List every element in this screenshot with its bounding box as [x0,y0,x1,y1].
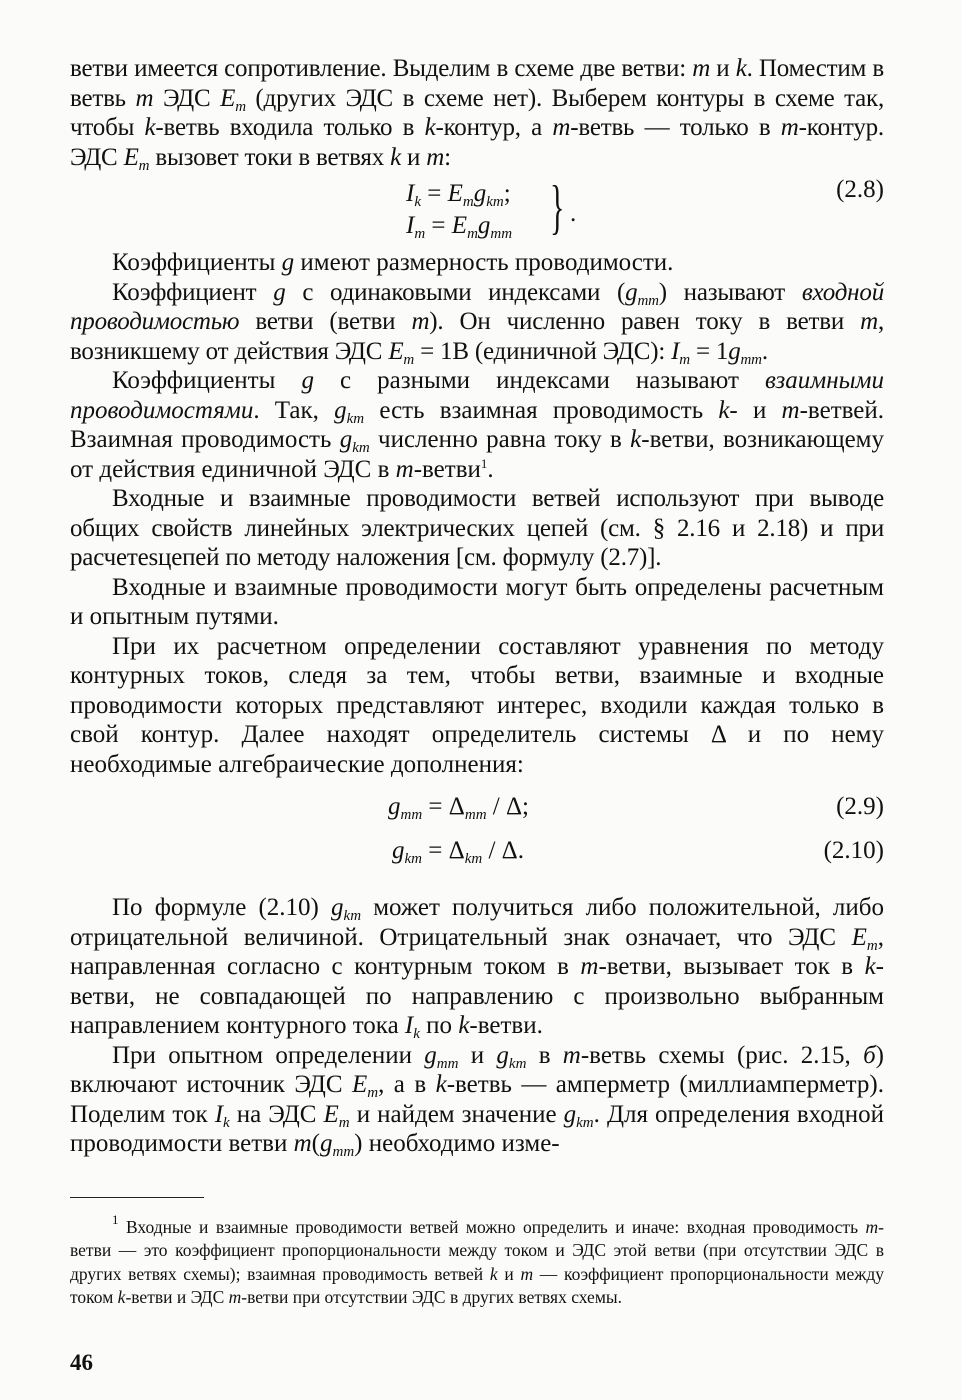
math-var: k [435,1071,447,1098]
equation-row-im [406,212,512,240]
text: При опытном определении [112,1041,425,1069]
math-subscript: m [235,98,246,115]
text: = 1В (единичной ЭДС): [414,337,672,365]
math-var: g [424,1041,437,1069]
equation-number: (2.8) [836,176,884,203]
math-subscript: km [576,1114,594,1131]
text: ветви (ветви [239,308,412,335]
text: ). Он численно равен току в ветви [429,308,861,335]
math-subscript: mm [740,351,762,368]
text: , возникшему от действия ЭДС [70,308,885,365]
math-var: m [562,1041,581,1069]
math-subscript: m [138,157,150,174]
text: ) включают источник ЭДС [70,1041,884,1098]
text: -ветвь — только в [570,114,781,141]
term-emphasis: взаимными проводимостями [70,367,885,424]
math-var: E [851,923,867,951]
math-var: m [860,308,878,335]
math-var: k [117,1287,126,1307]
math-subscript: m [338,1114,350,1131]
math-subscript: m [679,351,690,368]
text: -ветви [413,455,481,483]
text: . Для определения входной проводимости ветви [70,1100,884,1157]
text: имеют размерность проводимости. [294,249,674,276]
math-var: k [718,396,730,424]
text: с разными индексами называют [313,367,765,394]
math-var: k [630,426,642,453]
math-subscript: mm [332,1144,355,1160]
text: -ветвь схемы (рис. 2.15, [580,1041,864,1069]
math-var: m [692,55,711,82]
text: и найдем значение [349,1100,564,1128]
text: Входные и взаимные проводимости ветвей можно определить и иначе: входная проводимость [118,1216,866,1237]
math-operator: = [422,793,449,820]
math-var: k [390,143,401,171]
math-symbol: Δ [448,837,465,864]
math-subscript: km [486,194,504,210]
text: есть взаимная проводимость [364,396,719,424]
math-subscript: km [404,851,422,867]
math-var: g [301,367,314,394]
footnote-separator [70,1197,204,1198]
text: = 1 [689,337,729,365]
text: Коэффициент [112,278,274,306]
math-var: g [477,212,491,239]
text: . [487,455,494,483]
math-var: E [447,180,463,207]
math-var: m [781,396,800,424]
math-operator: = [421,180,448,207]
math-subscript: mm [490,226,513,242]
math-operator: / Δ. [482,837,524,864]
text: и [400,143,427,171]
math-subscript: km [508,1055,527,1072]
math-subscript: k [414,194,421,210]
math-var: g [339,426,353,453]
text: вызовет токи в ветвях [149,143,391,171]
math-subscript: k [223,1114,230,1131]
text: , направленная согласно с контурным током в [70,923,884,980]
paragraph-7: При их расчетном определении составляют уравнения по методу контурных токов, следя за тем, чтобы ветви, взаимные и входные проводимости которых представляют интерес, входили каждая только в свой контур. Далее находят определитель системы Δ и по нему необходимые алгебраические дополнения: [70,632,884,778]
math-var: g [563,1100,577,1128]
math-var: m [520,1263,534,1284]
math-var: I [214,1100,224,1128]
math-subscript: mm [637,292,659,309]
paragraph-3 [70,278,884,367]
text: По формуле (2.10) [112,894,332,921]
math-subscript: m [462,194,474,210]
text: с одинаковыми индексами ( [285,278,626,306]
math-subscript: m [467,226,478,242]
math-subscript: m [403,351,415,368]
figure-label: б [863,1041,876,1069]
text: ) необходимо изме- [354,1130,560,1157]
equation-row-ik [406,180,511,208]
text: , а в [378,1071,436,1098]
text: ) называют [658,278,802,306]
math-var: m [395,455,414,483]
math-var: E [351,1071,368,1098]
text: . [761,337,768,365]
paragraph-8 [70,893,884,1041]
math-var: E [388,337,404,365]
math-var: I [406,180,415,207]
equation-number: (2.9) [836,793,884,820]
math-var: m [293,1130,312,1157]
text: . Поместим в ветвь [70,55,885,112]
text: на ЭДС [229,1100,324,1128]
text: -контур, а [435,114,553,141]
math-var: m [411,308,430,335]
equation-2-9 [70,787,884,831]
equation-formula [388,793,529,821]
text: — коэффициент пропорциональности между током [70,1263,884,1307]
paragraph-4 [70,366,884,484]
text: -ветви, не совпадающей по направлению с произвольно выбранным направлением контурного тока [70,953,884,1039]
text: Коэффициенты [112,367,302,394]
text: Коэффициенты [112,249,282,276]
math-var: k [144,114,156,141]
footnote [70,1211,884,1310]
math-var: E [323,1100,339,1128]
text: ( [311,1130,320,1157]
text: -ветви при отсутствии ЭДС в других ветвях схемы. [241,1287,623,1307]
math-var: g [273,278,286,306]
math-var: g [392,837,405,864]
math-var: k [489,1263,498,1284]
math-symbol: Δ [448,793,465,820]
math-var: E [451,212,468,239]
math-punct: ; [503,180,511,207]
math-var: g [331,894,344,921]
text: . Так, [253,396,335,424]
text: -ветвь входила только в [155,114,425,141]
paragraph-2 [70,248,884,278]
equation-2-8 [70,176,884,242]
math-subscript: km [343,908,362,924]
text: -ветви. [469,1012,543,1039]
text: : [444,143,451,171]
equation-formula [392,837,524,865]
text: и [458,1041,497,1069]
math-var: E [123,143,139,171]
math-operator: / Δ; [486,793,529,820]
text: -ветвей. Взаимная проводимость [70,396,884,453]
text: -ветви и ЭДС [125,1287,229,1307]
math-var: m [780,114,799,141]
math-var: I [406,212,415,239]
text: и [497,1263,521,1284]
math-var: k [864,953,876,980]
math-subscript: mm [400,807,423,823]
right-brace: } [550,174,565,240]
text: -ветви, возникающему от действия единичной ЭДС в [70,426,884,483]
math-var: g [473,180,487,207]
page-number: 46 [70,1350,93,1375]
term-emphasis: входной проводимостью [70,278,884,335]
math-var: g [388,793,401,820]
math-var: k [424,114,436,141]
footnote-marker: 1 [112,1211,119,1227]
text: численно равна току в [369,426,631,453]
math-var: m [865,1216,879,1237]
math-subscript: m [367,1085,379,1101]
math-var: k [735,55,747,82]
math-var: k [458,1012,470,1039]
math-operator: = [425,212,452,239]
math-subscript: mm [464,807,487,823]
text: может получиться либо положительной, либо отрицательной величиной. Отрицательный знак означает, что ЭДС [70,894,884,951]
footnote-marker[interactable]: 1 [480,455,488,471]
math-var: m [135,84,154,112]
math-var: g [334,396,347,424]
math-subscript: m [414,226,426,242]
math-subscript: km [464,851,483,867]
math-punct: . [570,200,577,227]
math-operator: = [422,837,449,864]
math-subscript: m [866,937,878,954]
math-var: g [496,1041,509,1069]
text: -контур. ЭДС [70,114,884,171]
text: в [526,1041,563,1069]
paragraph-9 [70,1041,884,1159]
math-var: m [580,953,599,980]
text: ЭДС [153,84,221,112]
math-var: m [228,1287,242,1307]
paragraph-5: Входные и взаимные проводимости ветвей используют при выводе общих свойств линейных электрических цепей (см. § 2.16 и 2.18) и при расчетеѕцепей по методу наложения [см. формулу (2.7)]. [70,485,884,571]
paragraph-1 [70,54,884,172]
math-subscript: km [346,410,365,427]
text: -ветви, вызывает ток в [598,953,865,980]
math-var: I [671,337,680,365]
math-var: g [728,337,741,365]
math-var: I [404,1012,414,1039]
text: по [419,1012,459,1039]
equation-2-10 [70,831,884,875]
math-subscript: km [352,440,370,456]
paragraph-6: Входные и взаимные проводимости могут быть определены расчетным и опытным путями. [70,573,884,630]
text: -ветви — это коэффициент пропорциональности между током и ЭДС этой ветви (при отсутствии ЭДС в других ветвях схемы); взаимная проводимость ветвей [70,1216,884,1284]
math-var: g [625,278,638,306]
text: ветви имеется сопротивление. Выделим в схеме две ветви: [70,55,693,82]
math-var: m [426,143,445,171]
math-subscript: mm [436,1055,459,1072]
math-var: g [281,249,295,276]
math-var: g [320,1130,333,1157]
equation-number: (2.10) [823,837,884,864]
text: - и [729,396,782,424]
text: -ветвь — амперметр (миллиамперметр). Поделим ток [70,1071,884,1128]
math-var: E [220,84,236,112]
text: (других ЭДС в схеме нет). Выберем контуры в схеме так, чтобы [70,84,885,141]
math-subscript: k [413,1026,420,1042]
math-var: m [552,114,571,141]
text: и [710,55,736,82]
